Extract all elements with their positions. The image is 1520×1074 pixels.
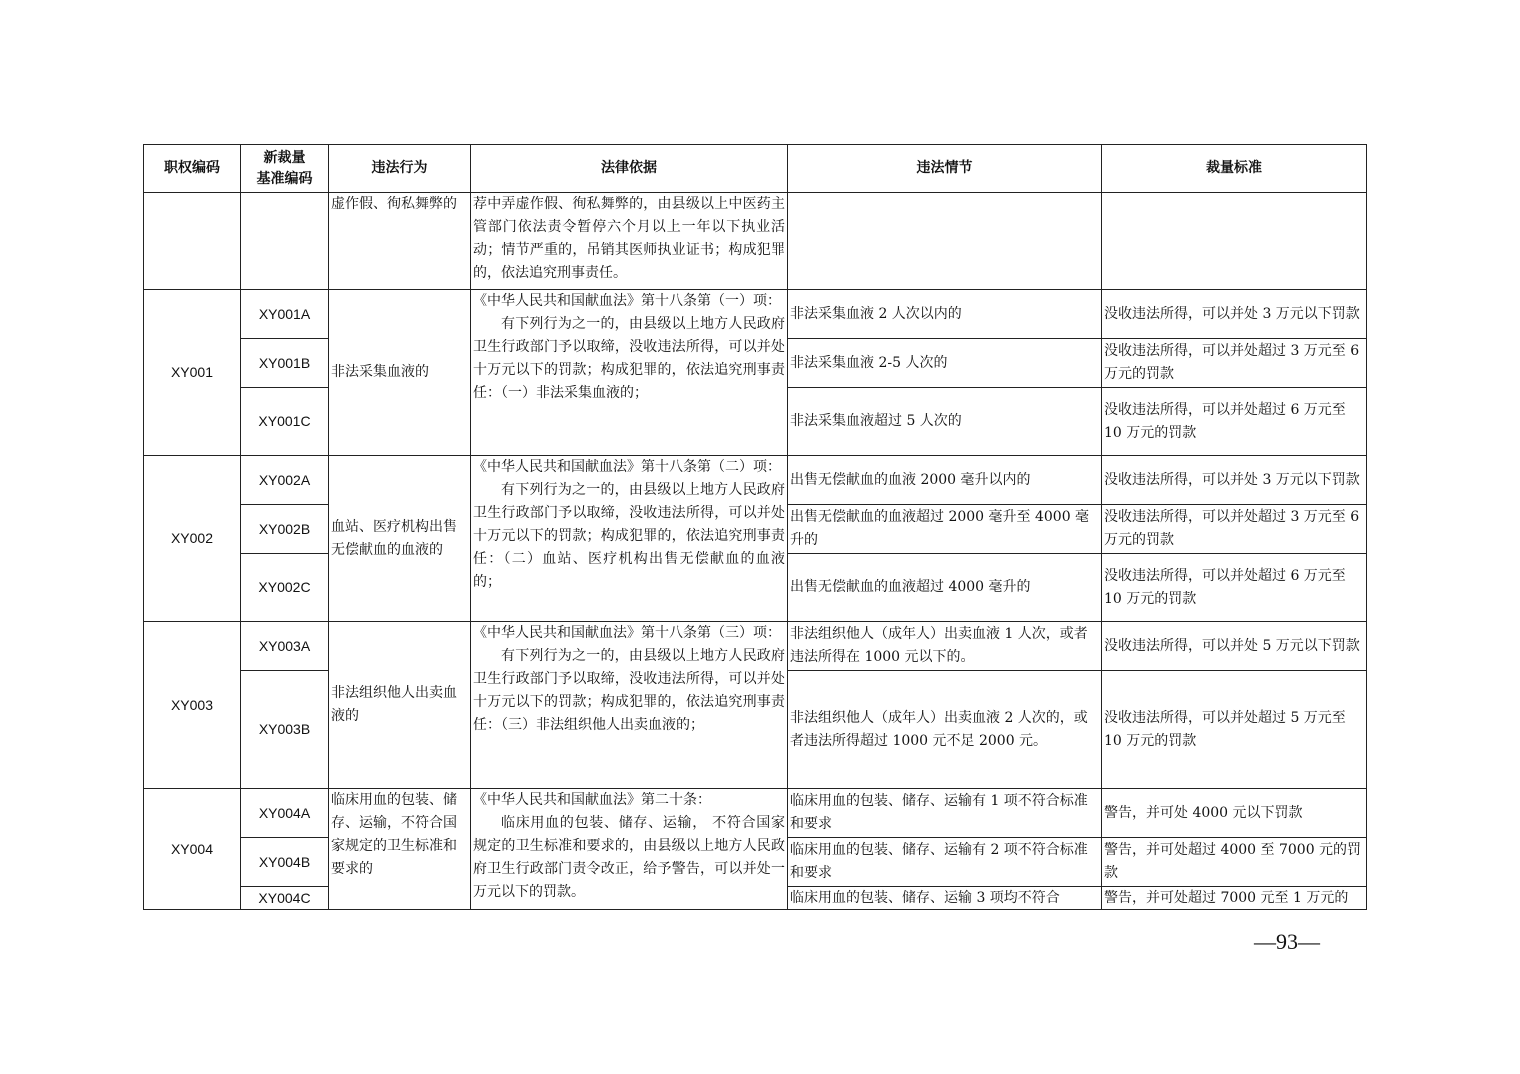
- header-violation: 违法行为: [329, 145, 471, 193]
- cell-legal-basis: 荐中弄虚作假、徇私舞弊的，由县级以上中医药主管部门依法责令暂停六个月以上一年以下执业活动；情节严重的，吊销其医师执业证书；构成犯罪的，依法追究刑事责任。: [471, 193, 788, 290]
- standard-text: 警告，并可处超过 7000 元至 1 万元的: [1104, 890, 1349, 906]
- table-row-continued: [144, 193, 1367, 290]
- code-text: XY004C: [258, 890, 311, 906]
- cell-power-code: XY003: [144, 622, 241, 789]
- cell-standard: 没收违法所得，可以并处 5 万元以下罚款: [1102, 622, 1367, 671]
- cell-new-code: XY002A: [241, 456, 329, 505]
- header-circumstance: 违法情节: [788, 145, 1102, 193]
- cell-power-code: [144, 193, 241, 290]
- cell-circumstance: 非法采集血液超过 5 人次的: [788, 388, 1102, 456]
- cell-new-code: [241, 193, 329, 290]
- cell-new-code: XY001C: [241, 388, 329, 456]
- cell-legal-basis: [471, 622, 788, 789]
- cell-standard: 没收违法所得，可以并处超过 6 万元至 10 万元的罚款: [1102, 388, 1367, 456]
- cell-standard: 没收违法所得，可以并处 3 万元以下罚款: [1102, 290, 1367, 339]
- cell-circumstance: 出售无偿献血的血液超过 2000 毫升至 4000 毫升的: [788, 505, 1102, 554]
- cell-violation: 非法采集血液的: [329, 290, 471, 456]
- table-row: [144, 789, 1367, 838]
- discretion-standard-table: [143, 144, 1367, 910]
- basis-body: 有下列行为之一的，由县级以上地方人民政府卫生行政部门予以取缔，没收违法所得，可以并处十万元以下的罚款；构成犯罪的，依法追究刑事责任：（二）血站、医疗机构出售无偿献血的血液的；: [473, 482, 785, 590]
- header-legal-basis: 法律依据: [471, 145, 788, 193]
- cell-violation: 血站、医疗机构出售无偿献血的血液的: [329, 456, 471, 622]
- cell-new-code: XY003A: [241, 622, 329, 671]
- header-row: [144, 145, 1367, 193]
- table-row: [144, 456, 1367, 505]
- cell-new-code: XY004A: [241, 789, 329, 838]
- cell-standard: 警告，并可处 4000 元以下罚款: [1102, 789, 1367, 838]
- cell-standard: [1102, 887, 1367, 910]
- cell-new-code: XY003B: [241, 671, 329, 789]
- header-new-code: 新裁量 基准编码: [241, 145, 329, 193]
- cell-new-code: XY004B: [241, 838, 329, 887]
- cell-violation: 非法组织他人出卖血液的: [329, 622, 471, 789]
- cell-power-code: XY001: [144, 290, 241, 456]
- cell-violation: 虚作假、徇私舞弊的: [329, 193, 471, 290]
- cell-circumstance: 非法组织他人（成年人）出卖血液 1 人次，或者违法所得在 1000 元以下的。: [788, 622, 1102, 671]
- cell-new-code: XY001A: [241, 290, 329, 339]
- basis-title: 《中华人民共和国献血法》第十八条第（二）项：: [473, 459, 781, 475]
- header-power-code: 职权编码: [144, 145, 241, 193]
- cell-circumstance: 非法采集血液 2-5 人次的: [788, 339, 1102, 388]
- cell-new-code: XY002C: [241, 554, 329, 622]
- page-number: —93—: [1254, 929, 1320, 954]
- cell-standard: 没收违法所得，可以并处超过 6 万元至 10 万元的罚款: [1102, 554, 1367, 622]
- cell-power-code: XY002: [144, 456, 241, 622]
- cell-standard: 没收违法所得，可以并处超过 3 万元至 6 万元的罚款: [1102, 505, 1367, 554]
- cell-standard: 没收违法所得，可以并处超过 3 万元至 6 万元的罚款: [1102, 339, 1367, 388]
- cell-legal-basis: [471, 456, 788, 622]
- cell-circumstance: 非法采集血液 2 人次以内的: [788, 290, 1102, 339]
- table-row: [144, 290, 1367, 339]
- cell-circumstance: 临床用血的包装、储存、运输有 1 项不符合标准和要求: [788, 789, 1102, 838]
- basis-body: 临床用血的包装、储存、运输， 不符合国家规定的卫生标准和要求的，由县级以上地方人民政府卫生行政部门责令改正，给予警告，可以并处一万元以下的罚款。: [473, 815, 785, 900]
- basis-title: 《中华人民共和国献血法》第十八条第（三）项：: [473, 625, 781, 641]
- cell-standard: 警告，并可处超过 4000 至 7000 元的罚款: [1102, 838, 1367, 887]
- cell-circumstance: 临床用血的包装、储存、运输有 2 项不符合标准和要求: [788, 838, 1102, 887]
- cell-circumstance: 非法组织他人（成年人）出卖血液 2 人次的，或者违法所得超过 1000 元不足 2000 元。: [788, 671, 1102, 789]
- cell-legal-basis: [471, 290, 788, 456]
- basis-title: 《中华人民共和国献血法》第十八条第（一）项：: [473, 293, 781, 309]
- cell-circumstance: 出售无偿献血的血液超过 4000 毫升的: [788, 554, 1102, 622]
- cell-standard: [1102, 193, 1367, 290]
- cell-circumstance: 出售无偿献血的血液 2000 毫升以内的: [788, 456, 1102, 505]
- cell-new-code: [241, 887, 329, 910]
- basis-title: 《中华人民共和国献血法》第二十条：: [473, 792, 711, 808]
- cell-legal-basis: [471, 789, 788, 910]
- cell-standard: 没收违法所得，可以并处超过 5 万元至 10 万元的罚款: [1102, 671, 1367, 789]
- cell-new-code: XY002B: [241, 505, 329, 554]
- cell-circumstance: [788, 887, 1102, 910]
- circumstance-text: 临床用血的包装、储存、运输 3 项均不符合: [790, 890, 1060, 906]
- header-standard: 裁量标准: [1102, 145, 1367, 193]
- cell-circumstance: [788, 193, 1102, 290]
- basis-body: 有下列行为之一的，由县级以上地方人民政府卫生行政部门予以取缔，没收违法所得，可以并处十万元以下的罚款；构成犯罪的，依法追究刑事责任：（一）非法采集血液的；: [473, 316, 785, 401]
- cell-new-code: XY001B: [241, 339, 329, 388]
- table-row: [144, 622, 1367, 671]
- cell-violation: 临床用血的包装、储存、运输，不符合国家规定的卫生标准和要求的: [329, 789, 471, 910]
- cell-standard: 没收违法所得，可以并处 3 万元以下罚款: [1102, 456, 1367, 505]
- basis-body: 有下列行为之一的，由县级以上地方人民政府卫生行政部门予以取缔，没收违法所得，可以并处十万元以下的罚款；构成犯罪的，依法追究刑事责任：（三）非法组织他人出卖血液的；: [473, 648, 785, 733]
- cell-power-code: XY004: [144, 789, 241, 910]
